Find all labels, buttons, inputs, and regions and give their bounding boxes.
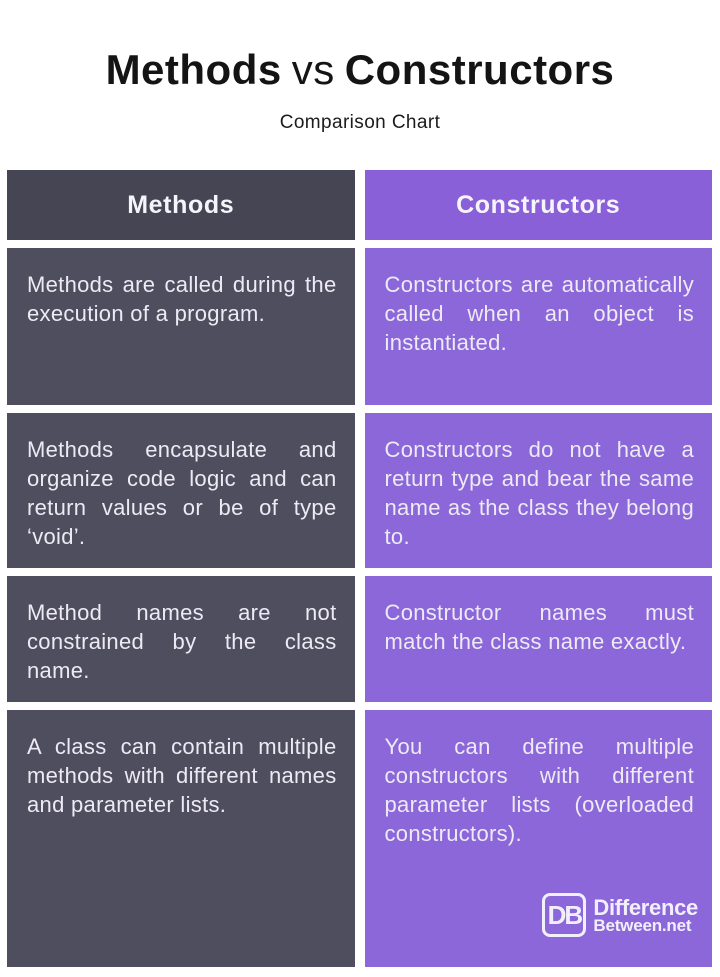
column-header-methods: Methods bbox=[7, 170, 355, 240]
page-subtitle: Comparison Chart bbox=[279, 112, 441, 133]
logo-line-betweennet: Between.net bbox=[593, 915, 692, 935]
title-vs: vs bbox=[291, 46, 335, 93]
cell-methods-row-1 bbox=[7, 248, 355, 405]
cell-text: Constructors are automatically called when an object is instantiated. bbox=[384, 272, 694, 355]
cell-constructors-row-4 bbox=[365, 710, 713, 967]
differencebetween-logo bbox=[542, 893, 698, 937]
cell-text: Methods are called during the execution of a program. bbox=[27, 272, 337, 326]
cell-text: Constructor names must match the class name exactly. bbox=[384, 600, 694, 654]
cell-text: Constructors do not have a return type and bear the same name as the class they belong to. bbox=[384, 437, 694, 549]
cell-constructors-row-3 bbox=[365, 576, 713, 702]
cell-methods-row-2 bbox=[7, 413, 355, 568]
cell-text: A class can contain multiple methods with different names and parameter lists. bbox=[27, 734, 337, 817]
column-header-constructors: Constructors bbox=[365, 170, 713, 240]
cell-text: You can define multiple constructors with different parameter lists (overloaded constructors). bbox=[384, 734, 694, 846]
title-constructors: Constructors bbox=[344, 46, 615, 93]
comparison-table bbox=[7, 170, 712, 967]
db-monogram-icon: DB bbox=[542, 893, 586, 937]
cell-methods-row-3 bbox=[7, 576, 355, 702]
cell-constructors-row-2 bbox=[365, 413, 713, 568]
cell-text: Method names are not constrained by the class name. bbox=[27, 600, 337, 683]
cell-constructors-row-1 bbox=[365, 248, 713, 405]
cell-methods-row-4 bbox=[7, 710, 355, 967]
logo-wordmark bbox=[593, 894, 698, 935]
logo-line-difference: Difference bbox=[593, 894, 698, 920]
title-methods: Methods bbox=[105, 46, 282, 93]
cell-text: Methods encapsulate and organize code logic and can return values or be of type ‘void’. bbox=[27, 437, 337, 549]
page-title bbox=[0, 46, 720, 94]
